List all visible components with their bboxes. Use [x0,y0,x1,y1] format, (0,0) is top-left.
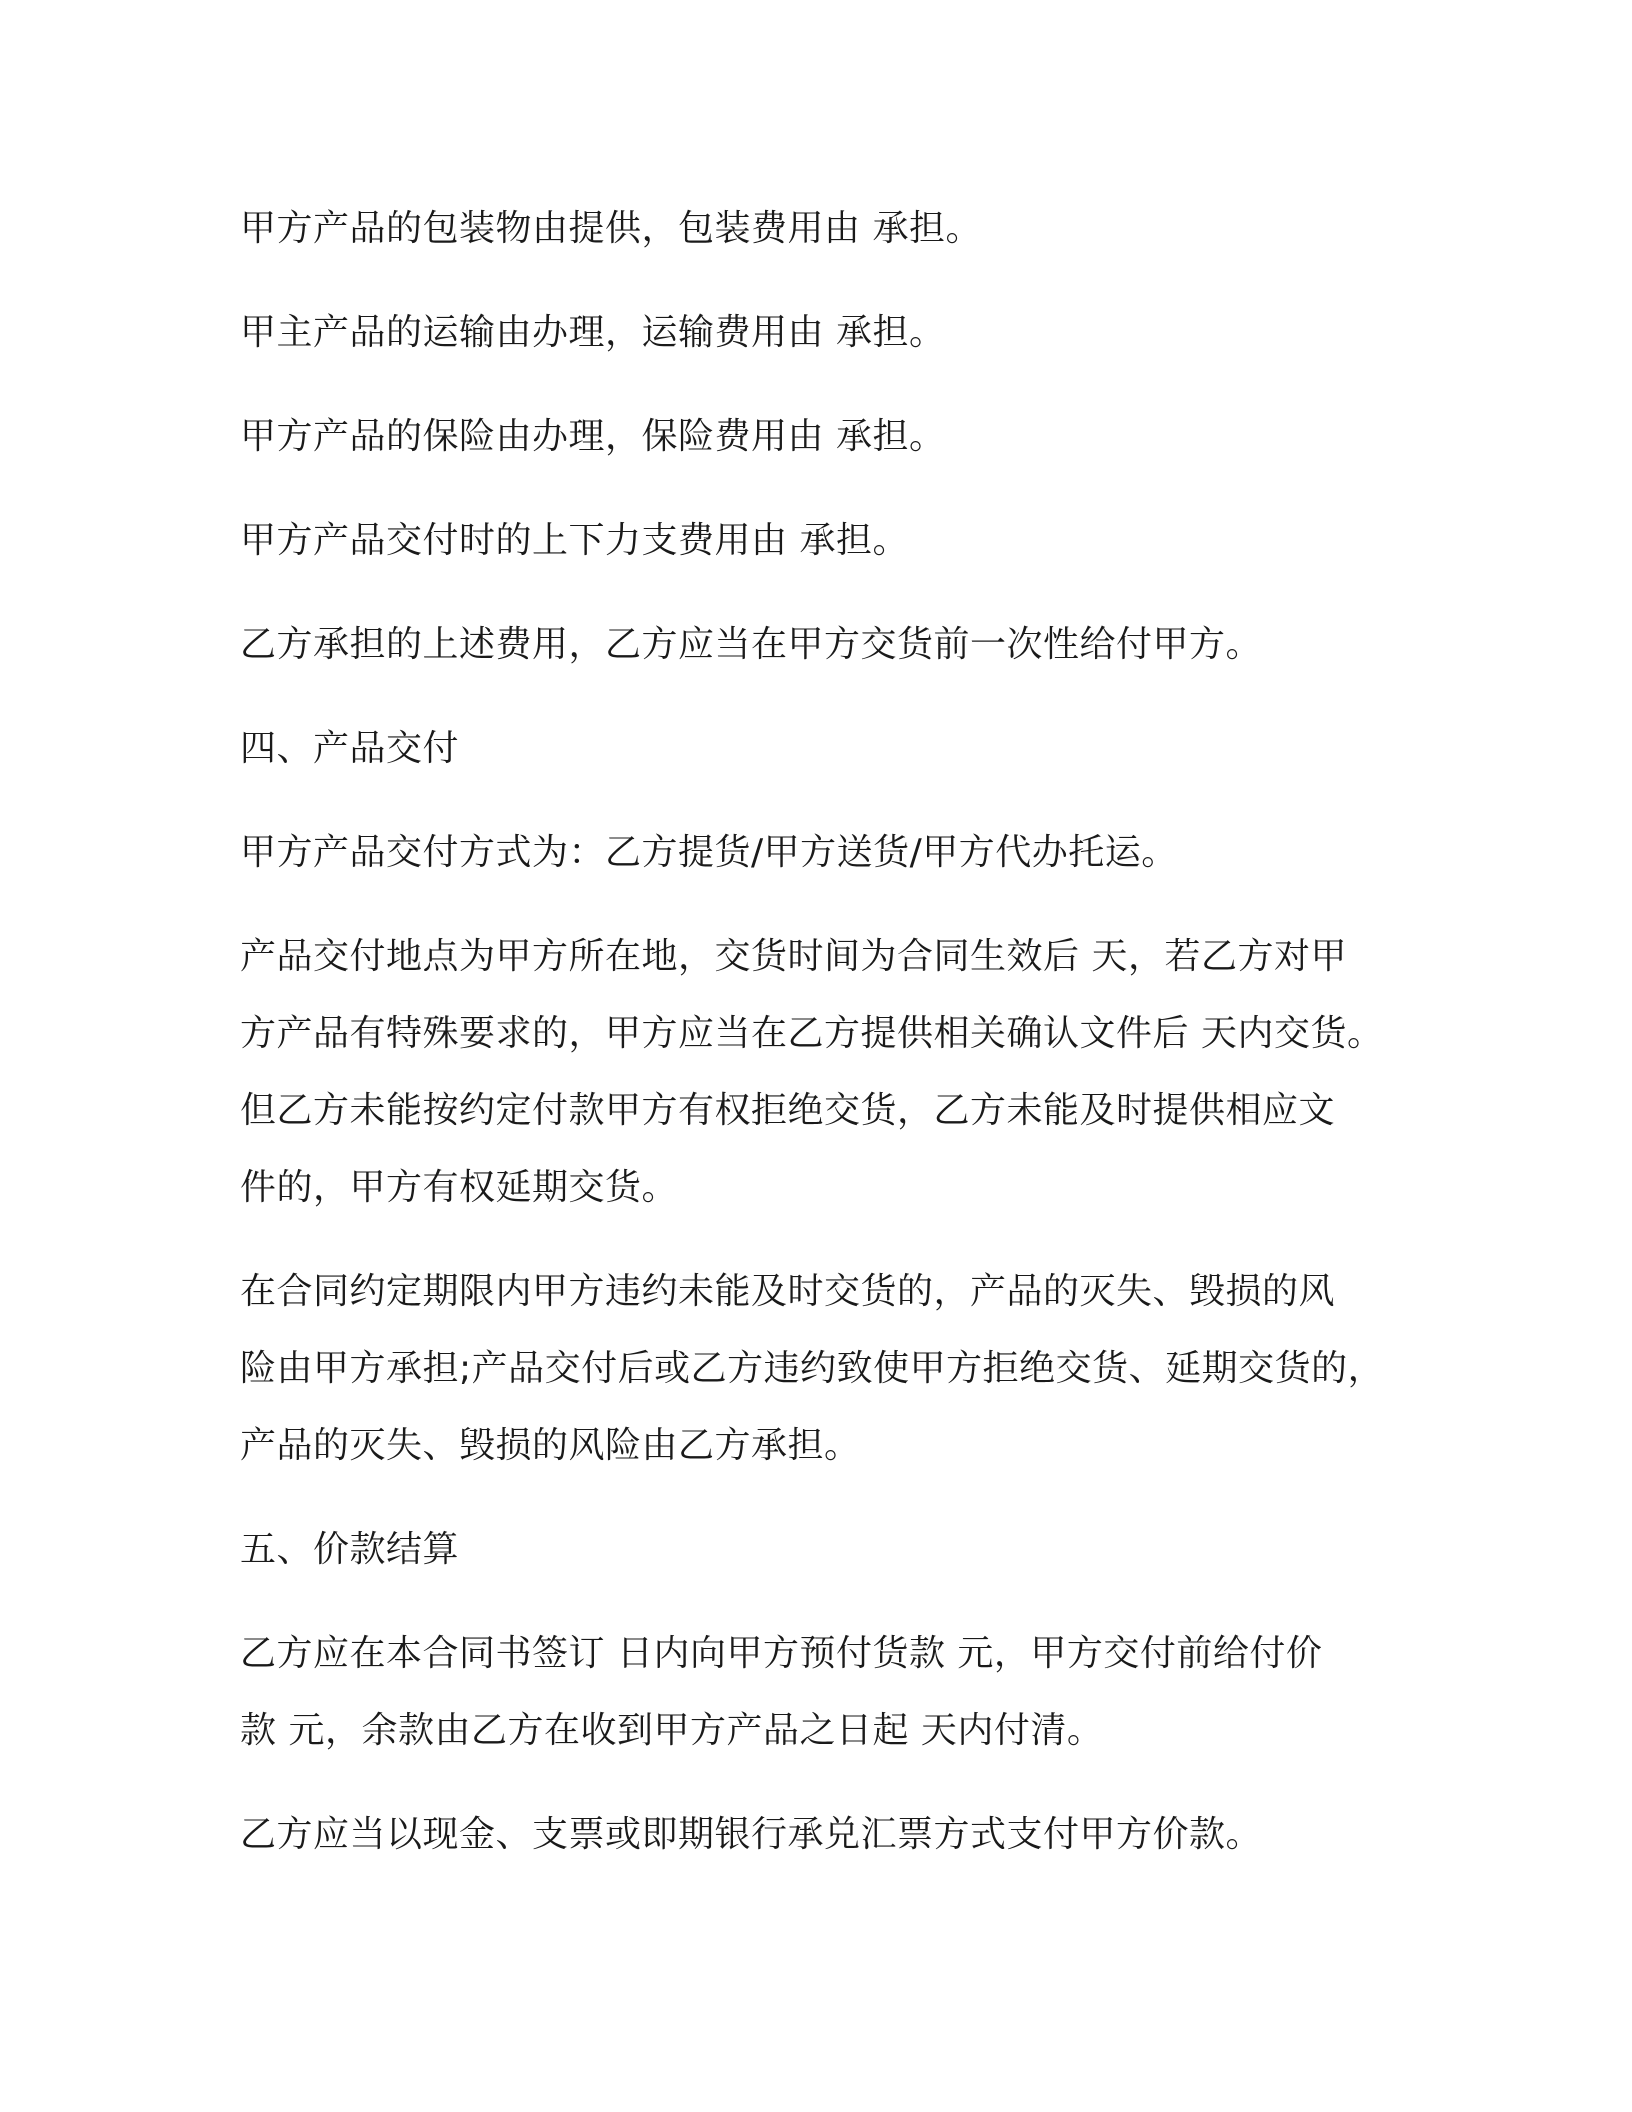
text-line: 乙方承担的上述费用，乙方应当在甲方交货前一次性给付甲方。 [240,624,1263,665]
section-heading-delivery [240,710,1400,787]
text-line: 甲方产品的保险由办理，保险费用由 承担。 [240,416,946,457]
paragraph-transport [240,294,1400,371]
text-line: 产品交付地点为甲方所在地，交货时间为合同生效后 天，若乙方对甲 [240,936,1347,977]
section-heading-settlement [240,1511,1400,1588]
paragraph-handling-fees [240,502,1400,579]
paragraph-packaging [240,190,1400,267]
text-line: 产品的灭失、毁损的风险由乙方承担。 [240,1425,861,1466]
heading-text: 五、价款结算 [240,1529,460,1570]
text-line: 甲主产品的运输由办理，运输费用由 承担。 [240,312,946,353]
paragraph-delivery-location [240,918,1400,1226]
paragraph-prepayment [240,1615,1400,1769]
text-line: 方产品有特殊要求的，甲方应当在乙方提供相关确认文件后 天内交货。 [240,1013,1384,1054]
text-line: 甲方产品交付时的上下力支费用由 承担。 [240,520,909,561]
document-body [240,190,1400,1900]
text-line: 件的，甲方有权延期交货。 [240,1167,679,1208]
text-line: 乙方应当以现金、支票或即期银行承兑汇票方式支付甲方价款。 [240,1814,1263,1855]
text-line: 险由甲方承担;产品交付后或乙方违约致使甲方拒绝交货、延期交货的， [240,1348,1385,1389]
paragraph-insurance [240,398,1400,475]
text-line: 款 元，余款由乙方在收到甲方产品之日起 天内付清。 [240,1710,1104,1751]
text-line: 在合同约定期限内甲方违约未能及时交货的，产品的灭失、毁损的风 [240,1271,1336,1312]
paragraph-fee-payment [240,606,1400,683]
paragraph-delivery-method [240,814,1400,891]
text-line: 甲方产品交付方式为：乙方提货/甲方送货/甲方代办托运。 [240,832,1178,873]
paragraph-risk-transfer [240,1253,1400,1484]
paragraph-payment-method [240,1796,1400,1873]
heading-text: 四、产品交付 [240,728,460,769]
text-line: 甲方产品的包装物由提供，包装费用由 承担。 [240,208,982,249]
text-line: 但乙方未能按约定付款甲方有权拒绝交货，乙方未能及时提供相应文 [240,1090,1336,1131]
text-line: 乙方应在本合同书签订 日内向甲方预付货款 元，甲方交付前给付价 [240,1633,1323,1674]
